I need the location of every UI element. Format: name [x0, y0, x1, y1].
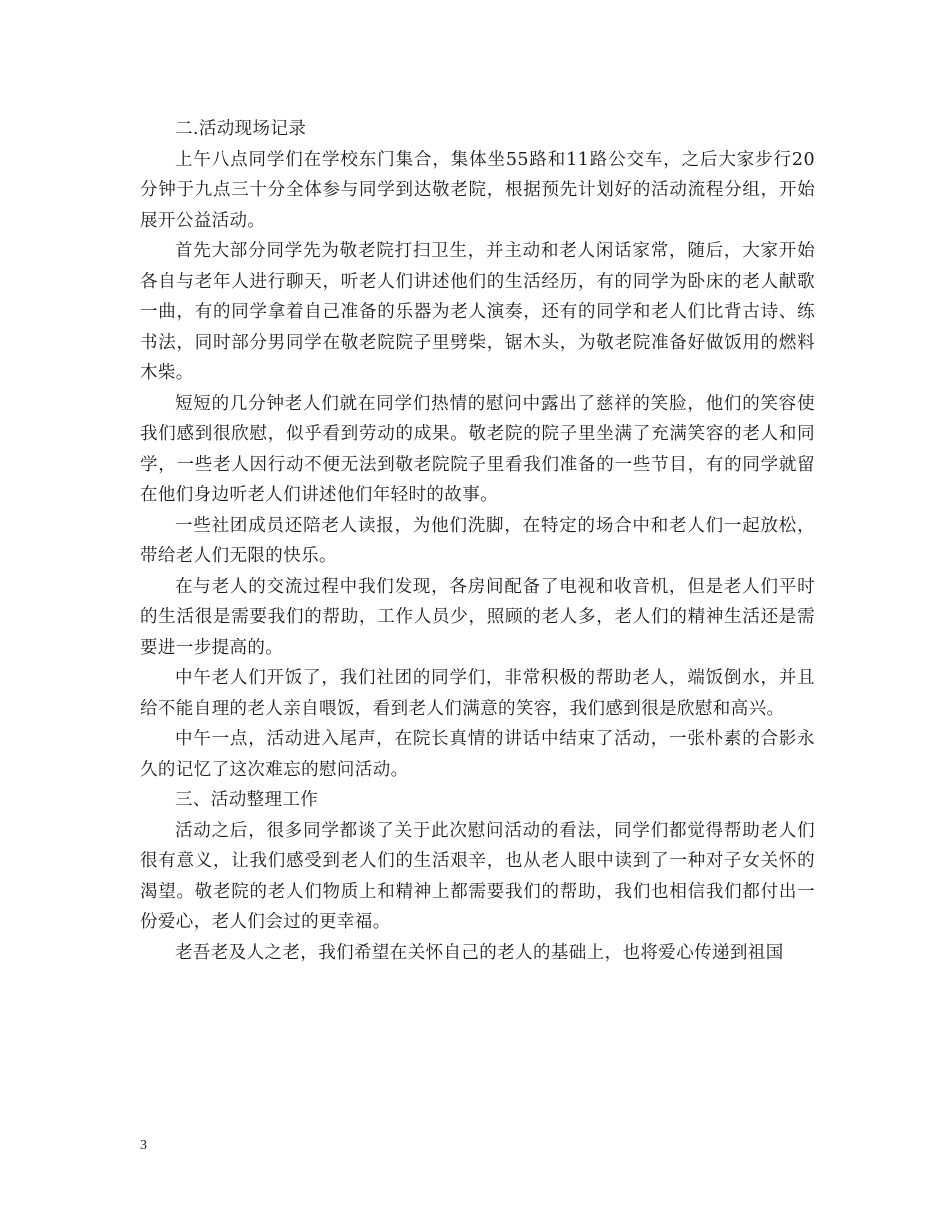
paragraph: 活动之后，很多同学都谈了关于此次慰问活动的看法，同学们都觉得帮助老人们很有意义，让我们感受到老人们的生活艰辛，也从老人眼中读到了一种对子女关怀的渴望。敬老院的老人们物质上和精神上都需要我们的帮助，我们也相信我们都付出一份爱心，老人们会过的更幸福。: [140, 820, 815, 932]
paragraph: 在与老人的交流过程中我们发现，各房间配备了电视和收音机，但是老人们平时的生活很是需要我们的帮助，工作人员少，照顾的老人多，老人们的精神生活还是需要进一步提高的。: [140, 576, 815, 658]
paragraph: 老吾老及人之老，我们希望在关怀自己的老人的基础上，也将爱心传递到祖国: [175, 942, 784, 963]
section-heading: 二.活动现场记录: [175, 119, 307, 139]
paragraph: 首先大部分同学先为敬老院打扫卫生，并主动和老人闲话家常，随后，大家开始各自与老年人进行聊天，听老人们讲述他们的生活经历，有的同学为卧床的老人献歌一曲，有的同学拿着自己准备的乐器为老人演奏，还有的同学和老人们比背古诗、练书法，同时部分男同学在敬老院院子里劈柴，锯木头，为敬老院准备好做饭用的燃料木柴。: [140, 241, 815, 383]
paragraph: 短短的几分钟老人们就在同学们热情的慰问中露出了慈祥的笑脸，他们的笑容使我们感到很欣慰，似乎看到劳动的成果。敬老院的院子里坐满了充满笑容的老人和同学，一些老人因行动不便无法到敬老院院子里看我们准备的一些节目，有的同学就留在他们身边听老人们讲述他们年轻时的故事。: [140, 393, 815, 505]
page-number: 3: [140, 1138, 147, 1153]
paragraph: 中午老人们开饭了，我们社团的同学们，非常积极的帮助老人，端饭倒水，并且给不能自理的老人亲自喂饭，看到老人们满意的笑容，我们感到很是欣慰和高兴。: [140, 668, 815, 719]
section-heading: 三、活动整理工作: [175, 790, 319, 810]
paragraph: 一些社团成员还陪老人读报，为他们洗脚，在特定的场合中和老人们一起放松，带给老人们无限的快乐。: [140, 515, 815, 566]
paragraph: 上午八点同学们在学校东门集合，集体坐55路和11路公交车，之后大家步行20分钟于九点三十分全体参与同学到达敬老院，根据预先计划好的活动流程分组，开始展开公益活动。: [140, 149, 815, 231]
paragraph: 中午一点，活动进入尾声，在院长真情的讲话中结束了活动，一张朴素的合影永久的记忆了这次难忘的慰问活动。: [140, 729, 815, 780]
document-body: [140, 114, 815, 968]
